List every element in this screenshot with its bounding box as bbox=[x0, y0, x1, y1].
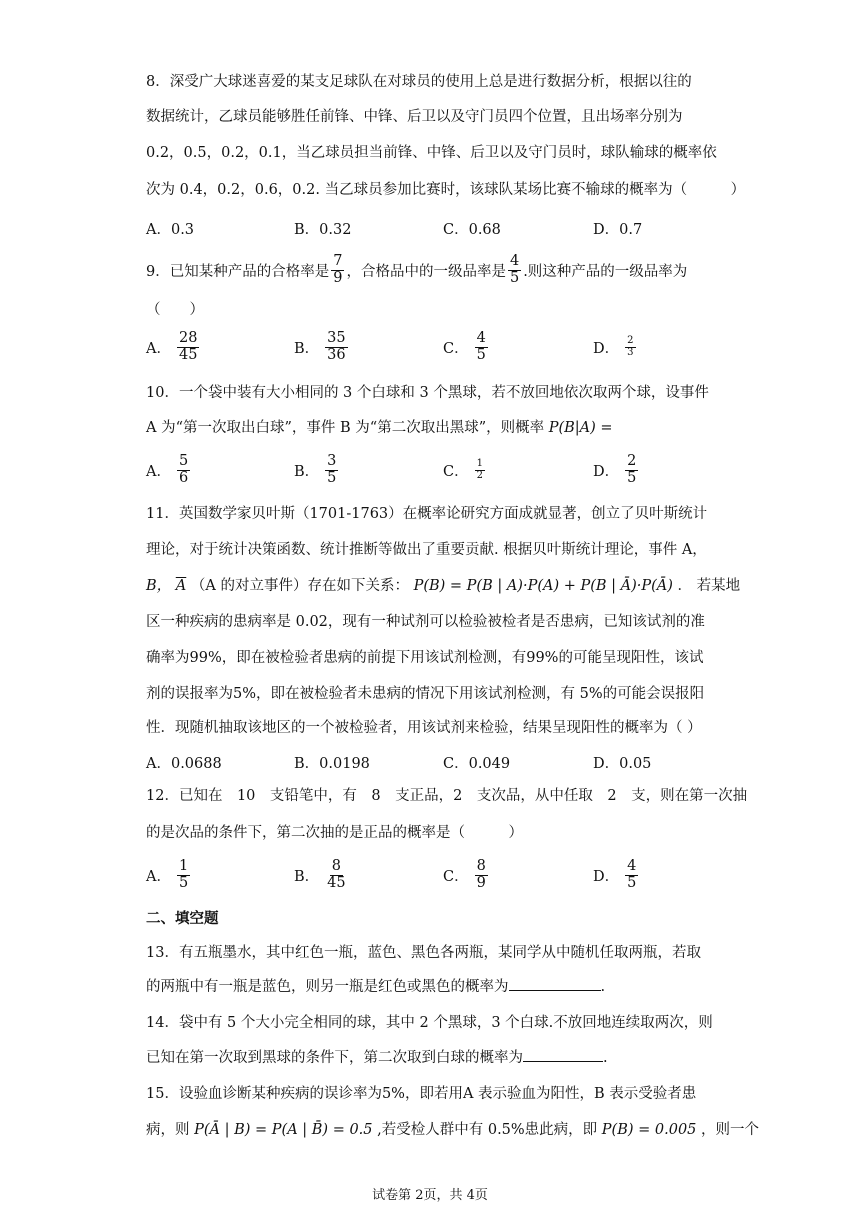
q9-b-num: 35 bbox=[327, 330, 346, 347]
q14-line-1: 14．袋中有 5 个大小完全相同的球，其中 2 个黑球，3 个白球.不放回地连续取两次，则 bbox=[146, 1015, 713, 1031]
q10-line-2 bbox=[146, 416, 726, 437]
q12-line-1: 12．已知在 10 支铅笔中，有 8 支正品，2 支次品，从中任取 2 支，则在第一次抽 bbox=[146, 788, 748, 804]
q15-misdiagnosis-formula: P(Ā | B) = P(A | B̄) = 0.5 bbox=[194, 1122, 373, 1138]
q12-line-2: 的是次品的条件下，第二次抽的是正品的概率是（ ） bbox=[146, 825, 523, 841]
q13-line-1: 13．有五瓶墨水，其中红色一瓶，蓝色、黑色各两瓶，某同学从中随机任取两瓶，若取 bbox=[146, 945, 701, 961]
q8-options bbox=[146, 206, 726, 250]
q9-option-d[interactable] bbox=[593, 325, 638, 369]
q13-line-2-text: 的两瓶中有一瓶是蓝色，则另一瓶是红色或黑色的概率为 bbox=[146, 979, 509, 995]
q9-option-b-frac bbox=[325, 331, 347, 362]
q8-line-1: 8．深受广大球迷喜爱的某支足球队在对球员的使用上总是进行数据分析，根据以往的 bbox=[146, 74, 692, 90]
q10-d-den: 5 bbox=[627, 469, 637, 486]
q12-a-den: 5 bbox=[178, 874, 189, 891]
q12-c-den: 9 bbox=[476, 874, 486, 891]
q11-line-5: 确率为99%，即在被检验者患病的前提下用该试剂检测，有99%的可能呈现阳性，该试 bbox=[146, 650, 704, 666]
q9-line-1 bbox=[146, 250, 726, 290]
q11-line-7: 性．现随机抽取该地区的一个被检验者，用该试剂来检验，结果呈现阳性的概率为（ ） bbox=[146, 720, 702, 736]
q12-d-num: 4 bbox=[627, 858, 637, 875]
q11-option-d[interactable]: D．0.05 bbox=[593, 755, 652, 772]
q8-line-4: 次为 0.4，0.2，0.6，0.2. 当乙球员参加比赛时，该球队某场比赛不输球的概率为（ ） bbox=[146, 182, 746, 198]
q15-line-2-text-c: ，则一个 bbox=[701, 1122, 760, 1138]
q11-line-6: 剂的误报率为5%，即在被检验者未患病的情况下用该试剂检测，有 5%的可能会误报阳 bbox=[146, 686, 705, 702]
q9-option-c-label: C． bbox=[443, 340, 469, 357]
q12-option-c-frac bbox=[475, 859, 488, 890]
q8-option-c[interactable]: C．0.68 bbox=[443, 221, 501, 238]
q15-prevalence-formula: P(B) = 0.005 bbox=[601, 1122, 697, 1138]
q9-f2-den: 5 bbox=[509, 269, 520, 286]
q9-f2-num: 4 bbox=[509, 253, 520, 270]
q12-option-b-label: B． bbox=[294, 868, 320, 885]
q10-b-den: 5 bbox=[327, 469, 337, 486]
q10-a-den: 6 bbox=[178, 469, 189, 486]
q15-line-2-text-a: 病，则 bbox=[146, 1122, 190, 1138]
q8-line-3: 0.2，0.5，0.2，0.1，当乙球员担当前锋、中锋、后卫以及守门员时，球队输球的概率依 bbox=[146, 145, 717, 161]
q11-option-c[interactable]: C．0.049 bbox=[443, 755, 511, 772]
q11-event-b: B， bbox=[146, 578, 172, 594]
q12-option-b-frac bbox=[325, 859, 347, 890]
q12-c-num: 8 bbox=[476, 858, 486, 875]
q9-option-a[interactable] bbox=[146, 325, 201, 369]
q10-option-c-label: C． bbox=[443, 463, 469, 480]
q12-option-d[interactable] bbox=[593, 853, 640, 897]
q9-f1-num: 7 bbox=[333, 253, 343, 270]
q9-text-post: .则这种产品的一级品率为 bbox=[523, 263, 688, 280]
q15-line-2 bbox=[146, 1118, 760, 1139]
q10-option-d-label: D． bbox=[593, 463, 620, 480]
q11-options bbox=[146, 740, 726, 784]
q10-option-d-frac bbox=[625, 454, 638, 485]
q13-line-2-end: . bbox=[600, 979, 606, 995]
q10-c-num: 1 bbox=[476, 458, 483, 469]
q9-f1-den: 9 bbox=[333, 269, 343, 286]
q8-option-b[interactable]: B．0.32 bbox=[294, 221, 352, 238]
q10-line-1: 10．一个袋中装有大小相同的 3 个白球和 3 个黑球，若不放回地依次取两个球，设事件 bbox=[146, 385, 709, 401]
q10-option-d[interactable] bbox=[593, 448, 640, 492]
q9-a-num: 28 bbox=[178, 330, 198, 347]
q9-c-den: 5 bbox=[476, 346, 486, 363]
q11-bayes-formula: P(B) = P(B | A)·P(A) + P(B | Ā)·P(Ā) bbox=[413, 578, 673, 594]
q15-line-2-text-b: ,若受检人群中有 0.5%患此病，即 bbox=[377, 1122, 598, 1138]
q9-option-c-frac bbox=[475, 331, 488, 362]
q14-line-2-end: . bbox=[603, 1050, 608, 1066]
q12-option-a-frac bbox=[177, 859, 190, 890]
q9-option-c[interactable] bbox=[443, 325, 490, 369]
q12-a-num: 1 bbox=[178, 858, 189, 875]
q10-d-num: 2 bbox=[627, 453, 637, 470]
q11-line-2: 理论，对于统计决策函数、统计推断等做出了重要贡献. 根据贝叶斯统计理论，事件 A， bbox=[146, 542, 707, 558]
q10-option-b-frac bbox=[325, 454, 338, 485]
q12-b-den: 45 bbox=[327, 874, 346, 891]
q9-d-num: 2 bbox=[627, 335, 634, 346]
q14-answer-blank[interactable] bbox=[523, 1047, 603, 1062]
q11-event-a-complement: $\overline{A}$ bbox=[175, 578, 187, 594]
q12-b-num: 8 bbox=[331, 858, 341, 875]
q9-a-den: 45 bbox=[178, 346, 198, 363]
q9-options bbox=[146, 325, 726, 369]
q11-line-4: 区一种疾病的患病率是 0.02，现有一种试剂可以检验被检者是否患病，已知该试剂的准 bbox=[146, 614, 705, 630]
q12-option-a[interactable] bbox=[146, 853, 192, 897]
q8-option-a[interactable]: A．0.3 bbox=[146, 221, 195, 238]
q12-option-b[interactable] bbox=[294, 853, 350, 897]
q13-line-2 bbox=[146, 975, 726, 996]
q9-option-a-label: A． bbox=[146, 340, 171, 357]
page-footer: 试卷第 2页，共 4页 bbox=[372, 1188, 488, 1203]
q13-answer-blank[interactable] bbox=[509, 976, 601, 991]
q11-option-a[interactable]: A．0.0688 bbox=[146, 755, 222, 772]
section-title-fill-in: 二、填空题 bbox=[146, 911, 219, 927]
q12-options bbox=[146, 853, 726, 897]
q10-option-b-label: B． bbox=[294, 463, 320, 480]
q14-line-2 bbox=[146, 1046, 726, 1067]
q10-option-a-label: A． bbox=[146, 463, 171, 480]
q9-option-b[interactable] bbox=[294, 325, 350, 369]
q11-option-b[interactable]: B．0.0198 bbox=[294, 755, 370, 772]
q10-option-c[interactable] bbox=[443, 448, 487, 492]
q12-option-c-label: C． bbox=[443, 868, 469, 885]
q10-probability-expression: P(B|A) = bbox=[548, 420, 613, 436]
q11-line-1: 11．英国数学家贝叶斯（1701-1763）在概率论研究方面成就显著，创立了贝叶斯统计 bbox=[146, 506, 708, 522]
q11-line-3-tail: ． 若某地 bbox=[677, 578, 741, 594]
q11-line-3-text: （A 的对立事件）存在如下关系： bbox=[190, 578, 409, 594]
q9-b-den: 36 bbox=[327, 346, 346, 363]
q9-d-den: 3 bbox=[627, 346, 634, 358]
q9-c-num: 4 bbox=[476, 330, 486, 347]
q10-option-a-frac bbox=[177, 454, 190, 485]
q12-option-d-label: D． bbox=[593, 868, 620, 885]
q12-option-d-frac bbox=[625, 859, 638, 890]
q9-option-d-frac bbox=[625, 336, 635, 358]
q11-line-3 bbox=[146, 574, 741, 595]
q14-line-2-text: 已知在第一次取到黑球的条件下，第二次取到白球的概率为 bbox=[146, 1050, 523, 1066]
q10-options bbox=[146, 448, 726, 492]
q10-option-a[interactable] bbox=[146, 448, 192, 492]
q12-option-c[interactable] bbox=[443, 853, 490, 897]
q8-line-2: 数据统计，乙球员能够胜任前锋、中锋、后卫以及守门员四个位置，且出场率分别为 bbox=[146, 109, 683, 125]
q10-c-den: 2 bbox=[476, 469, 483, 481]
q9-fraction-pass-rate bbox=[331, 254, 344, 285]
q9-text-mid: ，合格品中的一级品率是 bbox=[346, 263, 506, 280]
q15-line-1: 15．设验血诊断某种疾病的误诊率为5%，即若用A 表示验血为阳性，B 表示受验者患 bbox=[146, 1086, 697, 1102]
q9-option-d-label: D． bbox=[593, 340, 620, 357]
q12-option-a-label: A． bbox=[146, 868, 171, 885]
q10-option-b[interactable] bbox=[294, 448, 340, 492]
q9-option-b-label: B． bbox=[294, 340, 320, 357]
q10-b-num: 3 bbox=[327, 453, 337, 470]
q8-option-d[interactable]: D．0.7 bbox=[593, 221, 643, 238]
q9-option-a-frac bbox=[177, 331, 199, 362]
q10-line-2-text: A 为“第一次取出白球”，事件 B 为“第二次取出黑球”，则概率 bbox=[146, 420, 545, 436]
q9-text-pre: 9．已知某种产品的合格率是 bbox=[146, 263, 330, 280]
q9-line-2: （ ） bbox=[146, 302, 204, 318]
q10-option-c-frac bbox=[475, 459, 485, 481]
q12-d-den: 5 bbox=[627, 874, 637, 891]
q10-a-num: 5 bbox=[178, 453, 189, 470]
q9-fraction-grade-rate bbox=[508, 254, 521, 285]
